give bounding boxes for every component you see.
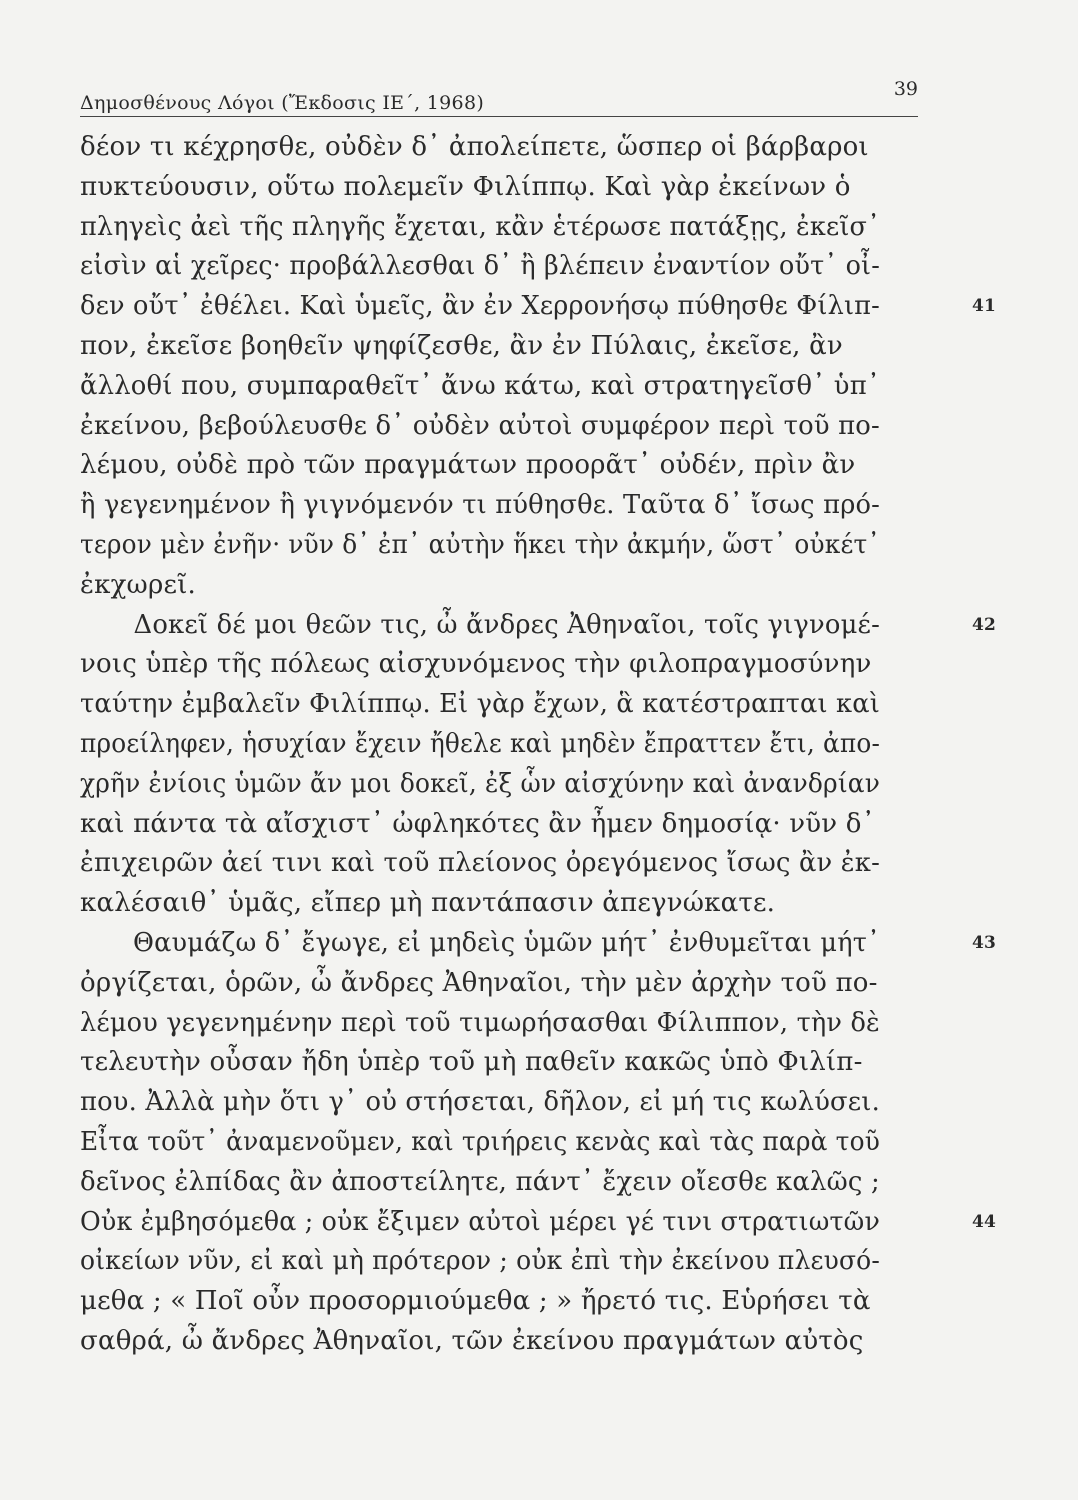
- text-line-content: Οὐκ ἐμβησόμεθα ; οὐκ ἔξιμεν αὐτοὶ μέρει γέ τινι στρατιωτῶν: [80, 1206, 880, 1237]
- text-line: [80, 964, 940, 1004]
- text-line: [80, 208, 940, 248]
- text-line: [80, 765, 940, 805]
- text-block: [80, 128, 997, 1362]
- text-line: [80, 247, 940, 287]
- text-line: [80, 367, 940, 407]
- page-number: 39: [893, 78, 918, 100]
- text-line-content: ἢ γεγενημένον ἢ γιγνόμενόν τι πύθησθε. Ταῦτα δ᾽ ἴσως πρό-: [80, 490, 881, 521]
- text-line: [80, 1043, 940, 1083]
- text-line: [80, 844, 940, 884]
- text-line-content: που. Ἀλλὰ μὴν ὅτι γ᾽ οὐ στήσεται, δῆλον, εἰ μή τις κωλύσει.: [80, 1087, 880, 1118]
- section-number: 43: [972, 932, 997, 953]
- text-line-content: τερον μὲν ἐνῆν· νῦν δ᾽ ἐπ᾽ αὐτὴν ἥκει τὴν ἀκμήν, ὥστ᾽ οὐκέτ᾽: [80, 529, 880, 560]
- text-line: [80, 1163, 940, 1203]
- text-line: [80, 805, 940, 845]
- text-line-content: πον, ἐκεῖσε βοηθεῖν ψηφίζεσθε, ἂν ἐν Πύλαις, ἐκεῖσε, ἂν: [80, 330, 843, 361]
- text-line: [80, 1203, 997, 1243]
- text-line: [80, 725, 940, 765]
- text-line-content: προείληφεν, ἡσυχίαν ἔχειν ἤθελε καὶ μηδὲν ἔπραττεν ἔτι, ἀπο-: [80, 728, 881, 759]
- text-line: [80, 1004, 940, 1044]
- text-line: [80, 287, 997, 327]
- text-line-content: ἐπιχειρῶν ἀεί τινι καὶ τοῦ πλείονος ὀρεγόμενος ἴσως ἂν ἐκ-: [80, 848, 881, 879]
- text-line-content: Θαυμάζω δ᾽ ἔγωγε, εἰ μηδεὶς ὑμῶν μήτ᾽ ἐνθυμεῖται μήτ᾽: [132, 927, 880, 958]
- text-line-content: δέον τι κέχρησθε, οὐδὲν δ᾽ ἀπολείπετε, ὥσπερ οἱ βάρβαροι: [80, 132, 869, 162]
- header-rule: [80, 116, 918, 117]
- text-line: [80, 168, 940, 208]
- text-line-content: δεῖνος ἐλπίδας ἂν ἀποστείλητε, πάντ᾽ ἔχειν οἴεσθε καλῶς ;: [80, 1166, 880, 1197]
- text-line: [80, 486, 940, 526]
- section-number: 44: [972, 1211, 997, 1232]
- text-line-content: μεθα ; « Ποῖ οὖν προσορμιούμεθα ; » ἤρετό τις. Εὑρήσει τὰ: [80, 1286, 871, 1317]
- text-line: [80, 128, 940, 168]
- text-line-content: ἐκείνου, βεβούλευσθε δ᾽ οὐδὲν αὐτοὶ συμφέρον περὶ τοῦ πο-: [80, 410, 880, 441]
- text-line: [80, 884, 940, 924]
- text-line: [80, 606, 997, 646]
- text-line: [80, 1282, 940, 1322]
- text-line-content: χρῆν ἐνίοις ὑμῶν ἄν μοι δοκεῖ, ἐξ ὧν αἰσχύνην καὶ ἀνανδρίαν: [80, 768, 881, 799]
- text-line-content: λέμου, οὐδὲ πρὸ τῶν πραγμάτων προορᾶτ᾽ οὐδέν, πρὶν ἂν: [80, 450, 856, 481]
- text-line: [80, 685, 940, 725]
- text-line: [80, 645, 940, 685]
- text-line: [80, 526, 940, 566]
- text-line-content: ὀργίζεται, ὁρῶν, ὦ ἄνδρες Ἀθηναῖοι, τὴν μὲν ἀρχὴν τοῦ πο-: [80, 967, 878, 998]
- section-number: 41: [972, 296, 997, 317]
- text-line-content: νοις ὑπὲρ τῆς πόλεως αἰσχυνόμενος τὴν φιλοπραγμοσύνην: [80, 649, 872, 680]
- running-head: [80, 78, 918, 118]
- text-line-content: οἰκείων νῦν, εἰ καὶ μὴ πρότερον ; οὐκ ἐπὶ τὴν ἐκείνου πλευσό-: [80, 1246, 881, 1277]
- text-line-content: πυκτεύουσιν, οὕτω πολεμεῖν Φιλίππῳ. Καὶ γὰρ ἐκείνων ὁ: [80, 171, 851, 202]
- text-line: [80, 327, 940, 367]
- text-line-content: λέμου γεγενημένην περὶ τοῦ τιμωρήσασθαι Φίλιππον, τὴν δὲ: [80, 1007, 880, 1038]
- text-line-content: ἄλλοθί που, συμπαραθεῖτ᾽ ἄνω κάτω, καὶ στρατηγεῖσθ᾽ ὑπ᾽: [80, 370, 880, 401]
- text-line: [80, 1242, 940, 1282]
- text-line-content: σαθρά, ὦ ἄνδρες Ἀθηναῖοι, τῶν ἐκείνου πραγμάτων αὐτὸς: [80, 1325, 864, 1356]
- text-line-content: καὶ πάντα τὰ αἴσχιστ᾽ ὠφληκότες ἂν ἦμεν δημοσίᾳ· νῦν δ᾽: [80, 808, 875, 839]
- text-line-content: καλέσαιθ᾽ ὑμᾶς, εἴπερ μὴ παντάπασιν ἀπεγνώκατε.: [80, 888, 776, 919]
- text-line-content: τελευτὴν οὖσαν ἤδη ὑπὲρ τοῦ μὴ παθεῖν κακῶς ὑπὸ Φιλίπ-: [80, 1047, 863, 1078]
- text-line: [80, 924, 997, 964]
- text-line: [80, 566, 940, 606]
- text-line-content: εἰσὶν αἱ χεῖρες· προβάλλεσθαι δ᾽ ἢ βλέπειν ἐναντίον οὔτ᾽ οἶ-: [80, 251, 880, 282]
- text-line-content: Εἶτα τοῦτ᾽ ἀναμενοῦμεν, καὶ τριήρεις κενὰς καὶ τὰς παρὰ τοῦ: [80, 1126, 880, 1157]
- text-line-content: δεν οὔτ᾽ ἐθέλει. Καὶ ὑμεῖς, ἂν ἐν Χερρονήσῳ πύθησθε Φίλιπ-: [80, 291, 880, 322]
- text-line: [80, 446, 940, 486]
- text-line: [80, 1083, 940, 1123]
- text-line-content: ταύτην ἐμβαλεῖν Φιλίππῳ. Εἰ γὰρ ἔχων, ἃ κατέστραπται καὶ: [80, 689, 880, 720]
- section-number: 42: [972, 614, 997, 635]
- text-line-content: πληγεὶς ἀεὶ τῆς πληγῆς ἔχεται, κἂν ἑτέρωσε πατάξῃς, ἐκεῖσ᾽: [80, 211, 880, 242]
- text-line-content: Δοκεῖ δέ μοι θεῶν τις, ὦ ἄνδρες Ἀθηναῖοι, τοῖς γιγνομέ-: [133, 609, 880, 640]
- text-line: [80, 1123, 940, 1163]
- text-line: [80, 407, 940, 447]
- running-title: Δημοσθένους Λόγοι (Ἔκδοσις ΙΕ΄, 1968): [80, 92, 485, 114]
- text-line: [80, 1322, 940, 1362]
- text-line-content: ἐκχωρεῖ.: [80, 569, 196, 600]
